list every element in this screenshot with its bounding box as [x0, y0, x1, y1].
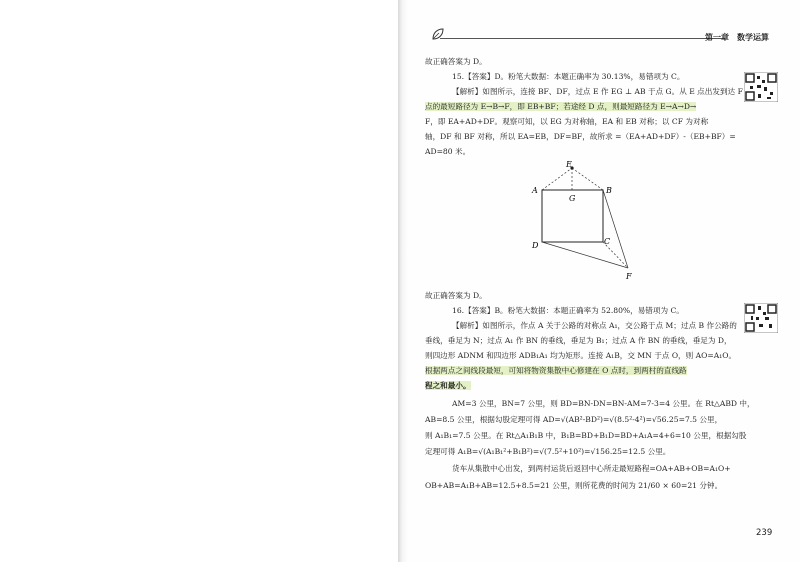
- label-a: A: [532, 186, 538, 195]
- text-line: 垂线，垂足为 N；过点 A₁ 作 BN 的垂线，垂足为 B₁；过点 A 作 BN 的垂线，垂足为 D，: [425, 336, 732, 345]
- text-line: 则 A₁B₁=7.5 公里。在 Rt△A₁B₁B 中，B₁B=BD+B₁D=BD+A₁A=4+6=10 公里，根据勾股: [425, 431, 747, 440]
- answer-16: 16.【答案】B。粉笔大数据：本题正确率为 52.80%，易错项为 C。: [452, 306, 684, 315]
- highlighted-text: 程之和最小。: [425, 381, 471, 390]
- text-line: AM=3 公里，BN=7 公里，则 BD=BN-DN=BN-AM=7-3=4 公里。在 Rt△ABD 中，: [452, 399, 755, 408]
- text-line: 则四边形 ADNM 和四边形 ADB₁A₁ 均为矩形。连接 A₁B，交 MN 于点 O，则 AO=A₁O。: [425, 351, 737, 360]
- explanation-15: 【解析】如图所示，连接 BF、DF，过点 E 作 EG ⊥ AB 于点 G。从 E 点出发到达 F: [452, 87, 743, 96]
- highlighted-text: 点的最短路径为 E→B→F，即 EB+BF；若途经 D 点，则最短路径为 E→A→D→: [425, 102, 697, 111]
- text-line: AB=8.5 公里，根据勾股定理可得 AD=√(AB²-BD²)=√(8.5²-4²)=√56.25=7.5 公里，: [425, 415, 723, 424]
- text-line: 故正确答案为 D。: [425, 57, 487, 66]
- answer-15: 15.【答案】D。粉笔大数据：本题正确率为 30.13%，易错项为 C。: [452, 72, 685, 81]
- text-line: [425, 101, 696, 112]
- page-number: 239: [756, 528, 773, 538]
- left-page-blank: [0, 0, 398, 562]
- explanation-16: 【解析】如图所示，作点 A 关于公路的对称点 A₁，交公路于点 M；过点 B 作公路的: [452, 321, 737, 330]
- text-line: [425, 365, 687, 376]
- label-f: F: [626, 272, 632, 281]
- text-line: F，即 EA+AD+DF。观察可知，以 EG 为对称轴，EA 和 EB 对称；以 CF 为对称: [425, 117, 709, 126]
- label-e: E: [566, 160, 572, 169]
- label-b: B: [606, 186, 612, 195]
- book-spine: [398, 0, 408, 562]
- header-rule: [440, 38, 725, 39]
- qr-code-icon[interactable]: [744, 303, 778, 333]
- chapter-title: 第一章 数学运算: [705, 33, 769, 42]
- text-line: 轴，DF 和 BF 对称，所以 EA=EB，DF=BF，故所求 =（EA+AD+DF）-（EB+BF）=: [425, 132, 736, 141]
- text-line: OB+AB=A₁B+AB=12.5+8.5=21 公里，则所花费的时间为 21/60 × 60=21 分钟。: [425, 481, 723, 490]
- text-line: 货车从集散中心出发，到两村运货后返回中心所走最短路程=OA+AB+OB=A₁O+: [452, 464, 731, 473]
- text-line: [425, 380, 471, 391]
- label-d: D: [532, 241, 539, 250]
- label-c: C: [604, 237, 611, 246]
- text-line: AD=80 米。: [425, 147, 471, 156]
- geometry-figure: [530, 158, 640, 283]
- text-line: 定理可得 A₁B=√(A₁B₁²+B₁B²)=√(7.5²+10²)=√156.25=12.5 公里。: [425, 447, 671, 456]
- highlighted-text: 根据两点之间线段最短，可知将物资集散中心修建在 O 点时，到两村的直线路: [425, 366, 687, 375]
- label-g: G: [569, 194, 576, 203]
- qr-code-icon[interactable]: [744, 72, 778, 102]
- text-line: 故正确答案为 D。: [425, 291, 487, 300]
